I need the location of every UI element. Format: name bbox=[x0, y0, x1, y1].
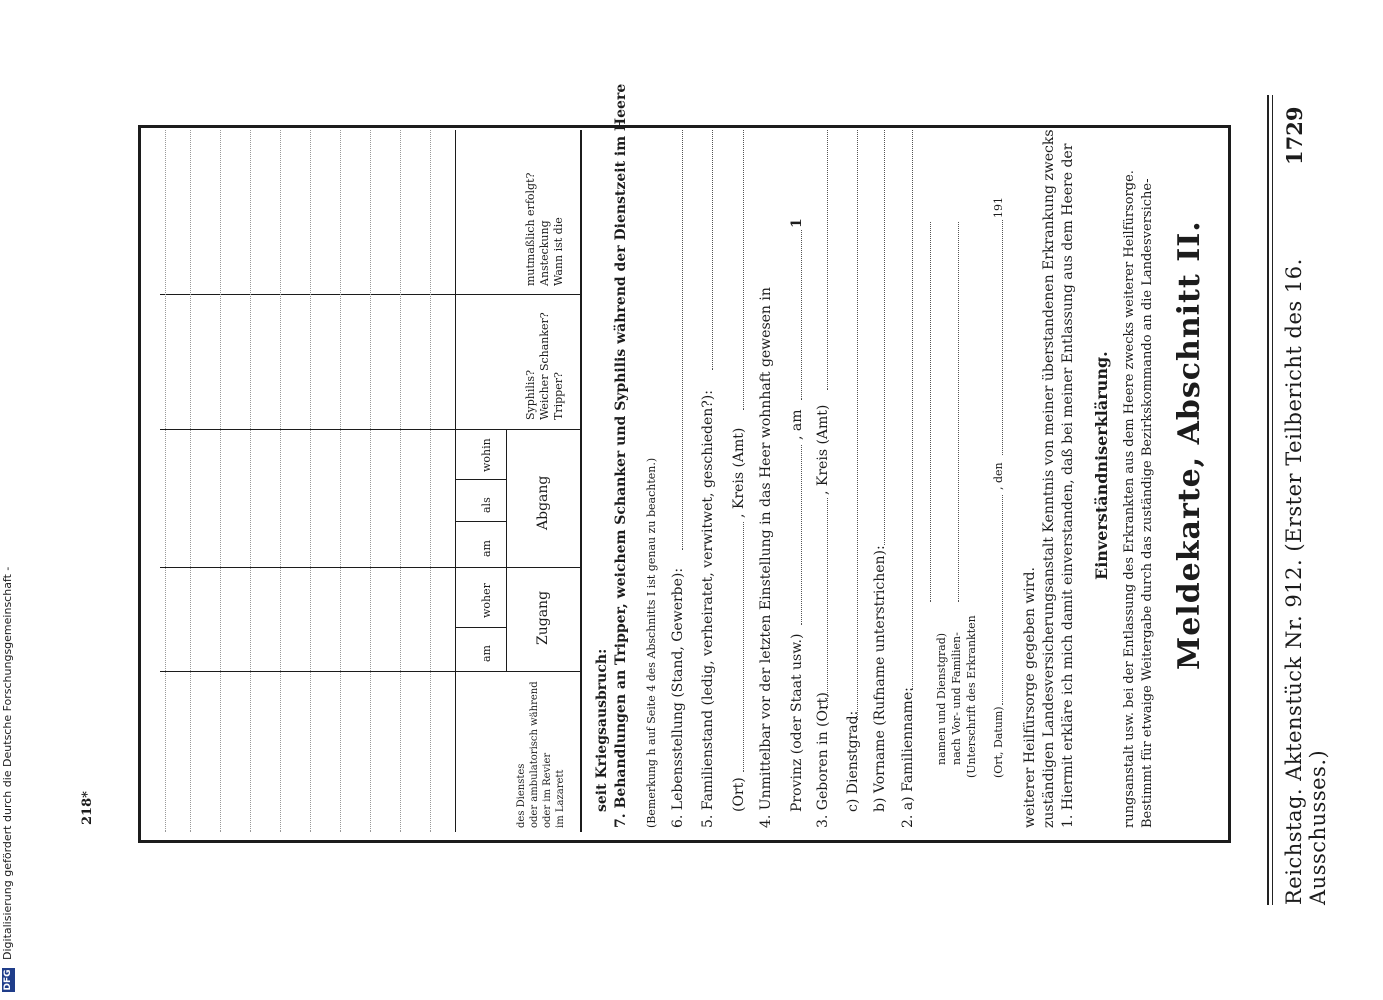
item-3-am-label: , am bbox=[789, 409, 805, 440]
family-name-field[interactable] bbox=[912, 130, 913, 690]
table-row-line bbox=[340, 130, 341, 832]
item-3-born-label: 3. Geboren in (Ort) bbox=[815, 692, 831, 828]
subheader-rule bbox=[506, 430, 507, 672]
table-row-line bbox=[370, 130, 371, 832]
item-1-line-1: 1. Hiermit erkläre ich mich damit einverstanden, daß bei meiner Entlassung aus dem Heere der bbox=[1060, 143, 1076, 828]
item-5-label: 5. Familienstand (ledig, verheiratet, verwitwet, geschieden?): bbox=[700, 390, 716, 828]
year-label: 191 bbox=[992, 197, 1005, 218]
signature-note-2: nach Vor- und Familien- bbox=[950, 632, 963, 765]
place-date-label: (Ort, Datum) bbox=[992, 706, 1005, 778]
item-2c-label: c) Dienstgrad: bbox=[845, 710, 861, 812]
table-row-line bbox=[280, 130, 281, 832]
zugang-woher: woher bbox=[480, 583, 493, 618]
signature-field-2[interactable] bbox=[930, 222, 931, 602]
when-header-2: Ansteckung bbox=[538, 220, 551, 286]
subcol-rule-3 bbox=[455, 479, 506, 480]
item-6-note: (Bemerkung h auf Seite 4 des Abschnitts I ist genau zu beachten.) bbox=[645, 457, 658, 828]
col1-header-4: des Dienstes bbox=[516, 763, 527, 828]
signature-field[interactable] bbox=[958, 222, 959, 602]
item-4-label: 4. Unmittelbar vor der letzten Einstellung in das Heer wohnhaft gewesen in bbox=[758, 287, 774, 828]
disease-header-1: Tripper? bbox=[552, 372, 565, 420]
item-4-kreis-label: , Kreis (Amt) bbox=[731, 427, 747, 518]
item-7-line-1: 7. Behandlungen an Tripper, weichem Schanker und Syphilis während der Dienstzeit im Heere bbox=[613, 83, 629, 828]
marital-status-field[interactable] bbox=[712, 130, 713, 370]
form-title: Meldekarte, Abschnitt II. bbox=[1172, 220, 1207, 670]
table-row-line bbox=[190, 130, 191, 832]
table-top-rule bbox=[580, 130, 582, 832]
subtitle-line-2: rungsanstalt usw. bei der Entlassung des Erkrankten aus dem Heere zwecks weiterer Heilfürsorge. bbox=[1122, 170, 1137, 828]
col1-header-1: im Lazarett bbox=[555, 769, 566, 828]
item-2b-label: b) Vorname (Rufname unterstrichen): bbox=[872, 545, 888, 812]
place-date-field[interactable] bbox=[1002, 495, 1003, 705]
digitization-credit: Digitalisierung gefördert durch die Deutsche Forschungsgemeinschaft - bbox=[1, 566, 14, 960]
subcol-rule-2 bbox=[455, 521, 506, 522]
table-header-rule bbox=[455, 130, 456, 832]
subtitle-line-1: Bestimmt für etwaige Weitergabe durch das zuständige Bezirkskommando an die Landesversiche- bbox=[1140, 178, 1155, 828]
table-row-line bbox=[430, 130, 431, 832]
zugang-header: Zugang bbox=[535, 590, 551, 645]
page-footer-number: 218* bbox=[80, 791, 95, 825]
item-2a-label: 2. a) Familienname: bbox=[900, 687, 916, 828]
item-3-year-digit: 1 bbox=[789, 218, 805, 228]
disease-header-2: Weicher Schanker? bbox=[538, 312, 551, 420]
first-name-field[interactable] bbox=[884, 130, 885, 545]
running-header: Reichstag. Aktenstück Nr. 912. (Erster Teilbericht des 16. Ausschusses.) bbox=[1282, 258, 1330, 905]
residence-district-field[interactable] bbox=[743, 130, 744, 410]
col1-header-2: oder im Revier bbox=[542, 752, 553, 828]
signature-note-3: namen und Dienstgrad) bbox=[935, 632, 948, 765]
den-label: , den bbox=[992, 462, 1005, 490]
item-1-line-2: zuständigen Landesversicherungsanstalt Kenntnis von meiner überstandenen Erkrankung zwecks bbox=[1041, 129, 1057, 828]
header-rule bbox=[1267, 95, 1269, 905]
item-4-ort-label: (Ort) bbox=[731, 777, 747, 812]
table-row-line bbox=[310, 130, 311, 832]
item-3-kreis-label: , Kreis (Amt) bbox=[815, 404, 831, 495]
birthplace-field[interactable] bbox=[827, 498, 828, 708]
dfg-logo-badge: DFG bbox=[3, 969, 13, 991]
occupation-field[interactable] bbox=[682, 130, 683, 550]
item-6-label: 6. Lebensstellung (Stand, Gewerbe): bbox=[670, 567, 686, 828]
item-1-line-3: weiterer Heilfürsorge gegeben wird. bbox=[1022, 567, 1038, 828]
when-header-1: Wann ist die bbox=[552, 217, 565, 286]
table-row-line bbox=[165, 130, 166, 832]
subcol-rule-1 bbox=[455, 627, 506, 628]
abgang-header: Abgang bbox=[535, 475, 551, 530]
table-row-line bbox=[250, 130, 251, 832]
item-7-line-2: seit Kriegsausbruch: bbox=[594, 648, 610, 812]
col1-header-3: oder ambulatorisch während bbox=[529, 681, 540, 828]
table-row-line bbox=[220, 130, 221, 832]
zugang-am: am bbox=[480, 645, 493, 662]
when-header-3: mutmaßlich erfolgt? bbox=[524, 172, 537, 286]
abgang-wohin: wohin bbox=[480, 438, 493, 472]
table-row-line bbox=[400, 130, 401, 832]
signature-note-1: (Unterschrift des Erkrankten bbox=[965, 615, 978, 778]
date-field[interactable] bbox=[1002, 220, 1003, 455]
page-number-top: 1729 bbox=[1282, 106, 1307, 165]
province-field[interactable] bbox=[801, 445, 802, 625]
header-rule-thin bbox=[1272, 95, 1273, 905]
item-3-province-label: Provinz (oder Staat usw.) bbox=[789, 633, 805, 812]
residence-field[interactable] bbox=[743, 522, 744, 772]
birth-date-field[interactable] bbox=[801, 230, 802, 400]
birth-district-field[interactable] bbox=[827, 130, 828, 390]
consent-heading: Einverständniserklärung. bbox=[1092, 351, 1111, 580]
rank-field[interactable] bbox=[857, 130, 858, 720]
abgang-als: als bbox=[480, 497, 493, 513]
disease-header-3: Syphilis? bbox=[524, 370, 537, 420]
abgang-am: am bbox=[480, 540, 493, 557]
